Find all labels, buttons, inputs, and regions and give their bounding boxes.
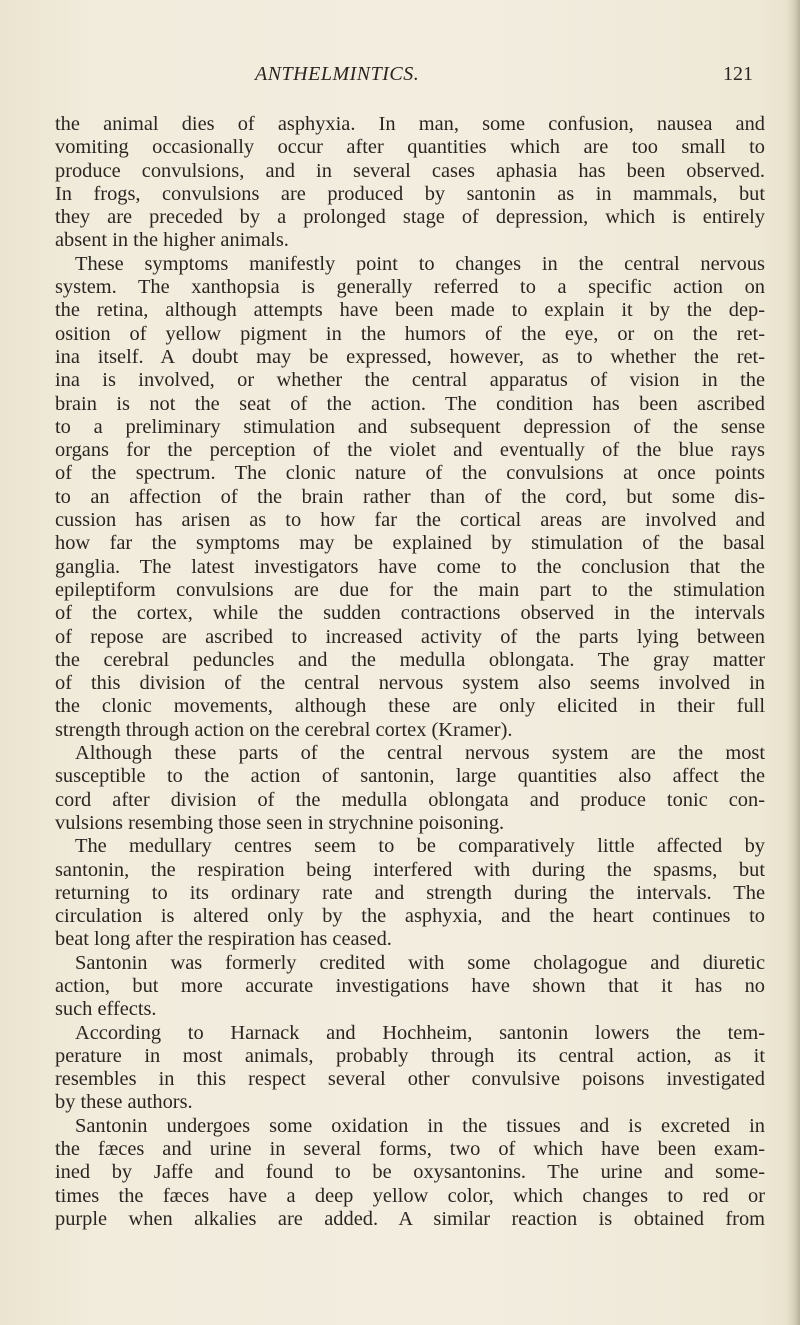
text-line: circulation is altered only by the asphyxia, and the heart continues to <box>55 905 765 928</box>
text-line: The medullary centres seem to be comparatively little affected by <box>75 835 765 858</box>
text-line: strength through action on the cerebral cortex (Kramer). <box>55 718 513 741</box>
page-header <box>0 63 800 93</box>
text-line: ined by Jaffe and found to be oxysantonins. The urine and some- <box>55 1161 765 1184</box>
text-line: to an affection of the brain rather than of the cord, but some dis- <box>55 485 765 508</box>
text-line: of this division of the central nervous system also seems involved in <box>55 672 765 695</box>
text-line: produce convulsions, and in several cases aphasia has been observed. <box>55 159 765 182</box>
text-line: such effects. <box>55 998 157 1021</box>
text-line: osition of yellow pigment in the humors of the eye, or on the ret- <box>55 322 765 345</box>
text-line: of the cortex, while the sudden contractions observed in the intervals <box>55 602 765 625</box>
text-line: action, but more accurate investigations have shown that it has no <box>55 974 765 997</box>
text-line: how far the symptoms may be explained by stimulation of the basal <box>55 532 765 555</box>
text-line: vomiting occasionally occur after quantities which are too small to <box>55 136 765 159</box>
body-text <box>55 113 765 1231</box>
text-line: epileptiform convulsions are due for the main part to the stimulation <box>55 578 765 601</box>
text-line: to a preliminary stimulation and subsequent depression of the sense <box>55 415 765 438</box>
text-line: These symptoms manifestly point to changes in the central nervous <box>75 252 765 275</box>
text-line: times the fæces have a deep yellow color, which changes to red or <box>55 1184 765 1207</box>
text-line: susceptible to the action of santonin, large quantities also affect the <box>55 765 765 788</box>
text-line: beat long after the respiration has ceased. <box>55 928 392 951</box>
text-line: system. The xanthopsia is generally referred to a specific action on <box>55 276 765 299</box>
text-line: they are preceded by a prolonged stage of depression, which is entirely <box>55 206 765 229</box>
text-line: the cerebral peduncles and the medulla oblongata. The gray matter <box>55 648 765 671</box>
text-line: santonin, the respiration being interfered with during the spasms, but <box>55 858 765 881</box>
text-line: the retina, although attempts have been made to explain it by the dep- <box>55 299 765 322</box>
text-line: Santonin undergoes some oxidation in the tissues and is excreted in <box>75 1114 765 1137</box>
text-line: cussion has arisen as to how far the cortical areas are involved and <box>55 509 765 532</box>
text-line: cord after division of the medulla oblongata and produce tonic con- <box>55 788 765 811</box>
text-line: by these authors. <box>55 1091 193 1114</box>
text-line: of repose are ascribed to increased activity of the parts lying between <box>55 625 765 648</box>
text-line: returning to its ordinary rate and strength during the intervals. The <box>55 881 765 904</box>
text-line: perature in most animals, probably through its central action, as it <box>55 1044 765 1067</box>
text-line: brain is not the seat of the action. The condition has been ascribed <box>55 392 765 415</box>
text-line: absent in the higher animals. <box>55 229 289 252</box>
text-line: resembles in this respect several other convulsive poisons investigated <box>55 1068 765 1091</box>
page-edge-shadow <box>786 0 800 1325</box>
text-line: Santonin was formerly credited with some cholagogue and diuretic <box>75 951 765 974</box>
text-line: the animal dies of asphyxia. In man, some confusion, nausea and <box>55 113 765 135</box>
text-line: ganglia. The latest investigators have come to the conclusion that the <box>55 555 765 578</box>
text-line: of the spectrum. The clonic nature of the convulsions at once points <box>55 462 765 485</box>
text-line: the fæces and urine in several forms, two of which have been exam- <box>55 1138 765 1161</box>
text-line: Although these parts of the central nervous system are the most <box>75 742 765 765</box>
text-line: According to Harnack and Hochheim, santonin lowers the tem- <box>75 1021 765 1044</box>
text-line: ina is involved, or whether the central apparatus of vision in the <box>55 369 765 392</box>
text-line: In frogs, convulsions are produced by santonin as in mammals, but <box>55 182 765 205</box>
page-number: 121 <box>723 63 753 85</box>
text-line: the clonic movements, although these are only elicited in their full <box>55 695 765 718</box>
text-line: purple when alkalies are added. A similar reaction is obtained from <box>55 1207 765 1230</box>
text-line: ina itself. A doubt may be expressed, however, as to whether the ret- <box>55 345 765 368</box>
text-line: vulsions resembing those seen in strychnine poisoning. <box>55 811 505 834</box>
text-line: organs for the perception of the violet and eventually of the blue rays <box>55 439 765 462</box>
running-head: ANTHELMINTICS. <box>255 63 420 85</box>
